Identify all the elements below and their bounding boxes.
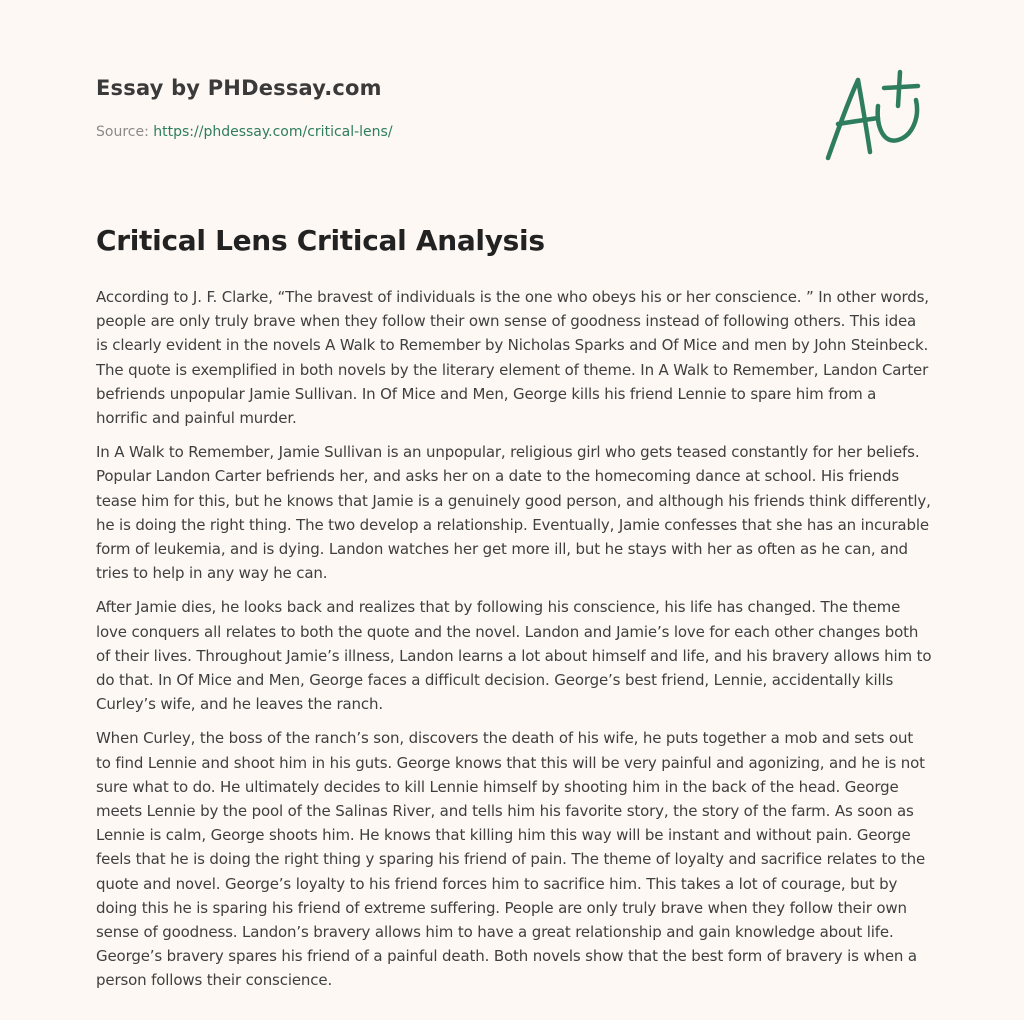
essay-body xyxy=(96,285,932,1003)
source-label: Source: xyxy=(96,124,154,140)
site-title: Essay by PHDessay.com xyxy=(96,76,382,100)
essay-paragraph: In A Walk to Remember, Jamie Sullivan is an unpopular, religious girl who gets teased constantly for her beliefs. Popular Landon Carter befriends her, and asks her on a date to the homecoming dance at school. His friends tease him for this, but he knows that Jamie is a genuinely good person, and although his friends think differently, he is doing the right thing. The two develop a relationship. Eventually, Jamie confesses that she has an incurable form of leukemia, and is dying. Landon watches her get more ill, but he stays with her as often as he can, and tries to help in any way he can. xyxy=(96,443,931,583)
site-header xyxy=(96,76,796,100)
source-line xyxy=(96,124,393,140)
essay-paragraph: According to J. F. Clarke, “The bravest of individuals is the one who obeys his or her conscience. ” In other words, people are only truly brave when they follow their own sense of goodness instead of following others. This idea is clearly evident in the novels A Walk to Remember by Nicholas Sparks and Of Mice and men by John Steinbeck. The quote is exemplified in both novels by the literary element of theme. In A Walk to Remember, Landon Carter befriends unpopular Jamie Sullivan. In Of Mice and Men, George kills his friend Lennie to spare him from a horrific and painful murder. xyxy=(96,288,929,428)
a-plus-grade-icon xyxy=(818,66,930,166)
essay-title: Critical Lens Critical Analysis xyxy=(96,224,545,257)
essay-paragraph: When Curley, the boss of the ranch’s son, discovers the death of his wife, he puts together a mob and sets out to find Lennie and shoot him in his guts. George knows that this will be very painful and agonizing, and he is not sure what to do. He ultimately decides to kill Lennie himself by shooting him in the back of the head. George meets Lennie by the pool of the Salinas River, and tells him his favorite story, the story of the farm. As soon as Lennie is calm, George shoots him. He knows that killing him this way will be instant and without pain. George feels that he is doing the right thing y sparing his friend of pain. The theme of loyalty and sacrifice relates to the quote and novel. George’s loyalty to his friend forces him to sacrifice him. This takes a lot of courage, but by doing this he is sparing his friend of extreme suffering. People are only truly brave when they follow their own sense of goodness. Landon’s bravery allows him to have a great relationship and gain knowledge about life. George’s bravery spares his friend of a painful death. Both novels show that the best form of bravery is when a person follows their conscience. xyxy=(96,729,926,990)
source-link[interactable]: https://phdessay.com/critical-lens/ xyxy=(153,124,393,140)
essay-paragraph: After Jamie dies, he looks back and realizes that by following his conscience, his life has changed. The theme love conquers all relates to both the quote and the novel. Landon and Jamie’s love for each other changes both of their lives. Throughout Jamie’s illness, Landon learns a lot about himself and life, and his bravery allows him to do that. In Of Mice and Men, George faces a difficult decision. George’s best friend, Lennie, accidentally kills Curley’s wife, and he leaves the ranch. xyxy=(96,598,932,714)
